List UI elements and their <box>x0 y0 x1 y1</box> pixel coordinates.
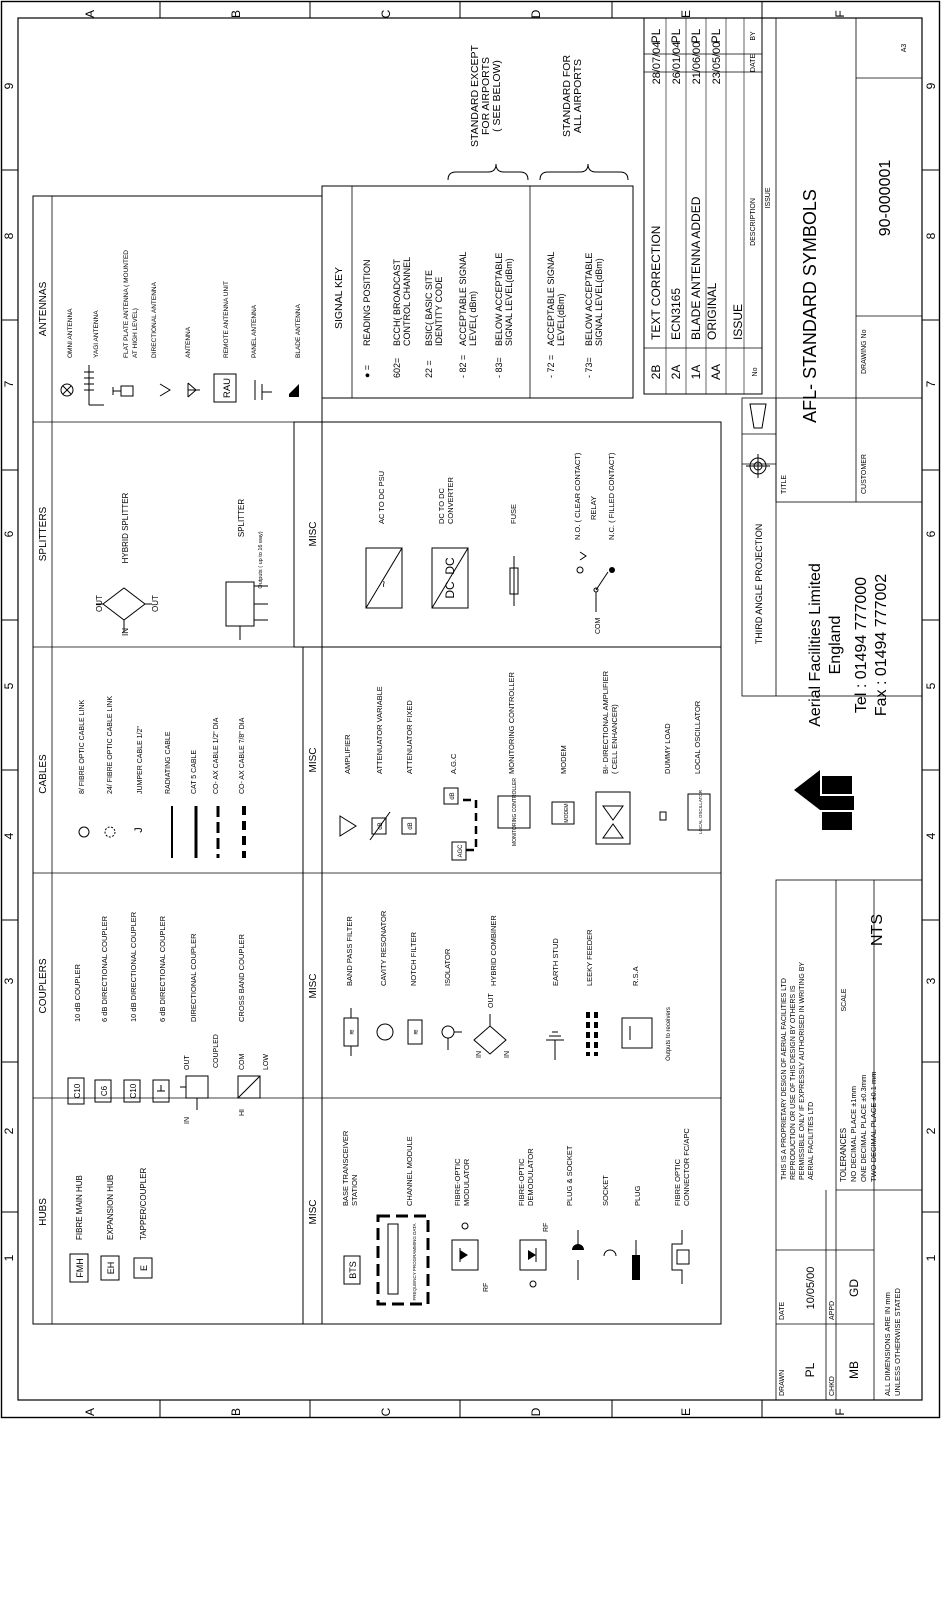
svg-text:COM: COM <box>239 1053 246 1070</box>
hub-label-tapper: TAPPER/COUPLER <box>139 1167 148 1240</box>
hubs-section <box>70 1167 152 1282</box>
zone-number-left: 3 <box>2 977 16 985</box>
plug-socket-icon <box>572 1230 584 1280</box>
splitter-label-splitter: SPLITTER <box>237 498 246 538</box>
svg-text:OUT: OUT <box>184 1055 191 1070</box>
misc1-section <box>341 1128 691 1304</box>
signal-key-label: CONTROL CHANNEL <box>402 256 412 346</box>
revision-date: 28/07/04 <box>651 41 663 85</box>
proprietary-note: AERIAL FACILITIES LTD <box>808 1101 815 1180</box>
agc-icon <box>444 788 476 860</box>
coupler-label: 6 dB DIRECTIONAL COUPLER <box>158 916 167 1022</box>
antenna-label: AT HIGH LEVEL) <box>132 308 139 358</box>
misc2-label: LEEKY FEEDER <box>585 929 594 986</box>
signal-key-label: SIGNAL LEVEL(dBm) <box>594 258 604 346</box>
svg-text:COM: COM <box>595 617 602 634</box>
svg-text:DC: DC <box>443 581 457 599</box>
zone-number-right: 6 <box>924 530 938 538</box>
projection-label: THIRD ANGLE PROJECTION <box>754 523 764 645</box>
zone-number-left: 6 <box>2 530 16 538</box>
zone-number-right: 9 <box>924 82 938 90</box>
svg-text:~: ~ <box>377 580 391 588</box>
signal-key-code: - 82 = <box>458 354 468 378</box>
amplifier-icon <box>340 816 356 836</box>
misc4-label: RELAY <box>589 495 598 520</box>
coupler-label: DIRECTIONAL COUPLER <box>189 933 198 1022</box>
coupler-label: 10 dB DIRECTIONAL COUPLER <box>129 911 138 1022</box>
zone-number-right: 5 <box>924 682 938 690</box>
section-title-hubs: HUBS <box>38 1198 49 1226</box>
checked-by: MB <box>847 1361 861 1379</box>
svg-text:DC: DC <box>443 557 457 575</box>
antenna-icon <box>188 383 200 397</box>
section-title-misc-3: MISC <box>308 747 319 773</box>
misc3-label: MODEM <box>559 745 568 774</box>
modem-icon <box>552 802 574 824</box>
zone-number-left: 7 <box>2 380 16 388</box>
coupler-label: 6 dB DIRECTIONAL COUPLER <box>100 916 109 1022</box>
approved-by: GD <box>847 1279 861 1297</box>
revision-by: PL <box>689 28 703 44</box>
svg-text:OUT: OUT <box>488 993 495 1008</box>
blade-antenna-icon <box>289 384 299 397</box>
zone-letter-bottom: B <box>229 1407 243 1417</box>
dims-note-2: UNLESS OTHERWISE STATED <box>893 1288 902 1396</box>
revision-by: PL <box>709 28 723 44</box>
revision-no: 1A <box>689 364 703 380</box>
symbols-table-left <box>33 196 322 1324</box>
misc1-label: FIBRE OPTIC <box>673 1158 682 1206</box>
company-logo <box>794 770 854 830</box>
signal-key-label: READING POSITION <box>362 259 372 346</box>
misc4-label: N.O. ( CLEAR CONTACT) <box>573 452 582 540</box>
svg-text:MODEM: MODEM <box>564 803 570 823</box>
svg-text:LOW: LOW <box>263 1054 270 1070</box>
misc1-label: FIBRE-OPTIC <box>453 1158 462 1206</box>
cable-label: RADIATING CABLE <box>165 731 172 794</box>
zone-letter-bottom: E <box>679 1407 693 1417</box>
revision-no: 2B <box>649 364 663 380</box>
zone-letter-bottom: D <box>529 1407 543 1417</box>
signal-key-label: ACCEPTABLE SIGNAL <box>546 251 556 346</box>
svg-text:OUT: OUT <box>95 595 104 612</box>
signal-key-label: BSIC( BASIC SITE <box>424 269 434 346</box>
yagi-antenna-icon <box>84 365 104 405</box>
misc4-label: N.C. ( FILLED CONTACT) <box>607 452 616 540</box>
zone-letter-top: B <box>229 9 243 19</box>
proprietary-note: REPRODUCTION OR USE OF THIS DESIGN BY OTHERS IS <box>790 985 797 1180</box>
misc3-label: ATTENUATOR VARIABLE <box>375 686 384 774</box>
zone-number-left: 1 <box>2 1254 16 1262</box>
isolator-icon <box>442 1026 462 1050</box>
zone-number-left: 5 <box>2 682 16 690</box>
company-country: England <box>827 615 844 675</box>
projection-symbol-icon <box>746 404 770 478</box>
antennas-section <box>61 250 302 405</box>
channel-module-icon <box>378 1216 428 1304</box>
svg-text:TWO DECIMAL PLACE ±0.1 mm: TWO DECIMAL PLACE ±0.1 mm <box>869 1071 878 1182</box>
misc1-label: PLUG <box>633 1185 642 1206</box>
antenna-label: ANTENNA <box>185 326 192 358</box>
monitoring-controller-icon <box>498 778 530 846</box>
signal-key-label: ACCEPTABLE SIGNAL <box>458 251 468 346</box>
revision-no: AA <box>709 363 723 381</box>
svg-text:CUSTOMER: CUSTOMER <box>861 454 868 494</box>
zone-number-right: 2 <box>924 1127 938 1135</box>
directional-coupler-icon <box>180 1034 220 1124</box>
svg-text:RF: RF <box>483 1282 490 1292</box>
signal-key-code: ● = <box>362 364 372 378</box>
revision-desc: BLADE ANTENNA ADDED <box>689 196 703 340</box>
svg-text:IN: IN <box>476 1051 483 1058</box>
zone-letter-top: F <box>833 10 847 18</box>
svg-text:DATE: DATE <box>750 53 757 73</box>
dummy-load-icon <box>660 812 666 820</box>
section-title-couplers: COUPLERS <box>38 958 49 1014</box>
svg-text:E: E <box>139 1264 149 1272</box>
socket-icon <box>604 1250 616 1256</box>
signal-note-all: STANDARD FORALL AIRPORTS <box>561 54 584 138</box>
revision-desc: TEXT CORRECTION <box>649 225 663 340</box>
drawing-date: 10/05/00 <box>805 1266 817 1310</box>
misc4-label: CONVERTER <box>446 477 455 524</box>
cable-label: CO- AX CABLE 1/2" DIA <box>213 717 220 794</box>
zone-number-left: 9 <box>2 82 16 90</box>
svg-text:OUT: OUT <box>151 595 160 612</box>
zone-number-left: 4 <box>2 832 16 840</box>
misc2-label: BAND PASS FILTER <box>345 916 354 986</box>
coupler-label: 10 dB COUPLER <box>73 964 82 1022</box>
sheet-size: A3 <box>901 43 908 53</box>
svg-text:C6: C6 <box>100 1085 109 1097</box>
misc1-label: SOCKET <box>601 1175 610 1206</box>
misc2-label: R.S.A <box>631 966 640 986</box>
misc2-label: EARTH STUD <box>551 938 560 986</box>
splitter-label-hybrid: HYBRID SPLITTER <box>121 492 130 564</box>
zone-letter-bottom: A <box>83 1407 97 1417</box>
svg-text:EH: EH <box>106 1261 116 1275</box>
cables-section <box>79 696 246 858</box>
revision-by: PL <box>669 28 683 44</box>
cross-band-coupler-icon <box>238 1054 270 1117</box>
misc3-label: ATTENUATOR FIXED <box>405 700 414 774</box>
jumper-cable-icon: J <box>133 827 145 833</box>
misc3-section <box>340 670 710 860</box>
svg-text:IN: IN <box>504 1051 511 1058</box>
svg-text:MONITORING CONTROLLER: MONITORING CONTROLLER <box>512 778 518 846</box>
zone-number-left: 2 <box>2 1127 16 1135</box>
misc1-label: MODULATOR <box>462 1158 471 1206</box>
misc1-label: CHANNEL MODULE <box>405 1136 414 1206</box>
zone-letter-top: E <box>679 9 693 19</box>
zone-letter-bottom: F <box>833 1408 847 1416</box>
svg-text:C10: C10 <box>129 1083 138 1099</box>
misc-table-top <box>294 422 721 647</box>
section-title-antennas: ANTENNAS <box>38 281 49 337</box>
attenuator-variable-icon <box>370 812 390 840</box>
svg-text:Outputs to receivers: Outputs to receivers <box>666 1007 672 1061</box>
revision-date: 26/01/04 <box>671 41 683 85</box>
misc1-label: BASE TRANSCEIVER <box>341 1130 350 1206</box>
zone-number-left: 8 <box>2 232 16 240</box>
earth-stud-icon <box>546 1032 564 1060</box>
signal-key-label: SIGNAL LEVEL(dBm) <box>504 258 514 346</box>
directional-antenna-icon <box>160 384 170 396</box>
misc1-label: STATION <box>350 1174 359 1206</box>
bts-icon <box>344 1256 360 1284</box>
svg-text:TITLE: TITLE <box>781 474 788 494</box>
signal-key-label: BELOW ACCEPTABLE <box>584 252 594 346</box>
signal-key-label: BCCH( BROADCAST <box>392 258 402 346</box>
rsa-icon <box>622 1007 672 1061</box>
svg-text:≋: ≋ <box>413 1029 420 1035</box>
svg-text:AGC: AGC <box>458 844 464 858</box>
proprietary-note: PERMISSIBLE ONLY IF EXPRESSLY AUTHORISED IN WRITING BY <box>799 961 806 1180</box>
revision-desc: ISSUE <box>731 303 745 340</box>
zone-number-right: 1 <box>924 1254 938 1262</box>
revision-date: 23/05/00 <box>711 41 723 85</box>
section-title-misc-4: MISC <box>308 521 319 547</box>
misc3-label: A.G.C <box>449 753 458 774</box>
revision-by: PL <box>649 28 663 44</box>
coupler-10db-icon <box>68 1078 84 1104</box>
dims-note-1: ALL DIMENSIONS ARE IN mm <box>883 1292 892 1396</box>
svg-text:dB: dB <box>408 822 414 830</box>
signal-key-label: LEVEL(dBm) <box>556 293 566 346</box>
local-oscillator-icon <box>688 789 710 834</box>
signal-key-title: SIGNAL KEY <box>333 266 345 330</box>
remote-antenna-unit-icon <box>214 374 236 402</box>
company-fax: Fax : 01494 777002 <box>873 573 890 717</box>
revision-desc: ECN3165 <box>669 287 683 340</box>
zone-number-right: 8 <box>924 232 938 240</box>
zone-letter-top: C <box>379 9 393 19</box>
signal-key-code: 602= <box>392 357 402 378</box>
section-title-splitters: SPLITTERS <box>38 506 49 562</box>
fo-modulator-icon <box>452 1223 490 1292</box>
couplers-section <box>68 911 270 1124</box>
svg-text:dB: dB <box>378 822 384 830</box>
antenna-label: DIRECTIONAL ANTENNA <box>151 282 158 358</box>
splitters-section <box>95 492 268 640</box>
coupler-label: CROSS BAND COUPLER <box>237 934 246 1022</box>
svg-text:Outputs ( up to 16 way): Outputs ( up to 16 way) <box>258 531 264 589</box>
misc4-label: DC TO DC <box>437 488 446 524</box>
hub-label-fibre-main: FIBRE MAIN HUB <box>75 1175 84 1240</box>
svg-text:IN: IN <box>184 1117 191 1124</box>
svg-text:CHKD: CHKD <box>829 1376 836 1396</box>
svg-text:TOLERANCES: TOLERANCES <box>839 1127 848 1182</box>
svg-text:C10: C10 <box>73 1083 82 1099</box>
svg-text:ISSUE: ISSUE <box>765 187 772 209</box>
misc3-label: DUMMY LOAD <box>663 723 672 774</box>
company-name: Aerial Facilities Limited <box>807 563 824 727</box>
signal-key-code: - 73= <box>584 357 594 378</box>
svg-text:FREQUENCY PROGRAMMING DATA: FREQUENCY PROGRAMMING DATA <box>412 1223 417 1301</box>
drawing-number: 90-000001 <box>877 159 894 237</box>
drawing-title: AFL- STANDARD SYMBOLS <box>800 189 820 423</box>
svg-text:No: No <box>752 367 759 377</box>
misc2-label: HYBRID COMBINER <box>489 915 498 986</box>
misc3-label: LOCAL OSCILLATOR <box>693 700 702 774</box>
misc3-label: ( CELL ENHANCER) <box>610 704 619 774</box>
misc1-label: DEMODULATOR <box>526 1148 535 1206</box>
splitter-icon <box>226 531 268 640</box>
fibre-cable-8-icon <box>79 827 89 837</box>
notch-filter-icon <box>408 1020 422 1044</box>
title-block <box>742 18 922 1400</box>
revision-no: 2A <box>669 364 683 380</box>
svg-text:IN: IN <box>121 628 130 636</box>
signal-key-label: IDENTITY CODE <box>434 276 444 346</box>
svg-text:DRAWN: DRAWN <box>779 1369 786 1396</box>
svg-text:≋: ≋ <box>349 1029 356 1035</box>
svg-text:COUPLED: COUPLED <box>213 1034 220 1068</box>
fuse-icon <box>510 556 518 606</box>
svg-text:BY: BY <box>750 31 757 41</box>
svg-text:DATE: DATE <box>779 1301 786 1320</box>
drawn-by: PL <box>803 1362 817 1378</box>
misc2-section <box>344 910 672 1061</box>
misc2-label: NOTCH FILTER <box>409 931 418 986</box>
band-pass-filter-icon <box>344 1008 358 1056</box>
misc4-label: FUSE <box>509 503 518 524</box>
signal-note-except: STANDARD EXCEPTFOR AIRPORTS( SEE BELOW) <box>469 45 503 147</box>
svg-text:dB: dB <box>450 792 456 800</box>
fibre-cable-24-icon <box>105 827 115 837</box>
antenna-label: OMNI ANTENNA <box>67 308 74 358</box>
zone-number-right: 3 <box>924 977 938 985</box>
cable-label: CAT 5 CABLE <box>191 749 198 794</box>
svg-text:LOCAL OSCILLATOR: LOCAL OSCILLATOR <box>698 790 703 834</box>
hybrid-splitter-icon <box>95 588 160 636</box>
svg-text:DRAWING No: DRAWING No <box>861 329 868 374</box>
zone-number-right: 4 <box>924 832 938 840</box>
misc1-label: CONNECTOR FC/APC <box>682 1128 691 1206</box>
misc3-label: BI- DIRECTIONAL AMPLIFIER <box>601 670 610 774</box>
company-tel: Tel : 01494 777000 <box>853 576 870 714</box>
hybrid-combiner-icon <box>474 993 511 1059</box>
section-title-cables: CABLES <box>38 754 49 794</box>
dc-dc-converter-icon <box>432 548 468 608</box>
bi-directional-amplifier-icon <box>596 792 630 844</box>
signal-key-code: 22 = <box>424 360 434 378</box>
zone-letter-top: D <box>529 9 543 19</box>
cavity-resonator-icon <box>377 1024 393 1040</box>
signal-key-label: LEVEL( dBm) <box>468 290 478 346</box>
section-title-misc-2: MISC <box>308 973 319 999</box>
svg-text:DESCRIPTION: DESCRIPTION <box>750 198 757 246</box>
svg-text:RAU: RAU <box>222 377 233 399</box>
signal-key-braces <box>448 164 628 180</box>
svg-text:SCALE: SCALE <box>841 988 848 1012</box>
section-title-misc-1: MISC <box>308 1199 319 1225</box>
antenna-label: FLAT PLATE ANTENNA ( MOUNTED <box>123 250 130 358</box>
proprietary-note: THIS IS A PROPRIETARY DESIGN OF AERIAL FACILITIES LTD <box>781 978 788 1180</box>
svg-text:ONE DECIMAL PLACE ±0.3mm: ONE DECIMAL PLACE ±0.3mm <box>859 1074 868 1182</box>
misc2-label: CAVITY RESONATOR <box>379 910 388 986</box>
svg-text:BTS: BTS <box>348 1261 358 1279</box>
hub-label-expansion: EXPANSION HUB <box>106 1174 115 1240</box>
ac-dc-psu-icon <box>366 548 402 608</box>
antenna-label: BLADE ANTENNA <box>295 304 302 358</box>
flat-plate-antenna-icon <box>113 386 133 396</box>
revision-date: 21/06/00 <box>691 41 703 85</box>
misc1-label: PLUG & SOCKET <box>565 1145 574 1206</box>
coupler-6db-dir-icon <box>153 1080 169 1102</box>
signal-key-code: - 83= <box>494 357 504 378</box>
antenna-label: REMOTE ANTENNA UNIT <box>223 281 230 358</box>
misc1-label: FIBRE-OPTIC <box>517 1158 526 1206</box>
relay-icon <box>577 552 615 634</box>
misc4-section <box>366 452 616 634</box>
svg-text:HI: HI <box>239 1109 246 1116</box>
svg-text:NO DECIMAL PLACE ±1mm: NO DECIMAL PLACE ±1mm <box>849 1086 858 1182</box>
cable-label: 8/ FIBRE OPTIC CABLE LINK <box>79 699 86 794</box>
misc2-label: ISOLATOR <box>443 948 452 986</box>
plug-icon <box>632 1240 640 1280</box>
svg-text:FMH: FMH <box>75 1258 85 1278</box>
antenna-label: PANEL ANTENNA <box>251 304 258 358</box>
zone-letter-bottom: C <box>379 1407 393 1417</box>
signal-key-label: BELOW ACCEPTABLE <box>494 252 504 346</box>
svg-text:APPD: APPD <box>829 1300 836 1320</box>
signal-key-code: - 72 = <box>546 354 556 378</box>
misc4-label: AC TO DC PSU <box>377 470 386 524</box>
svg-text:RF: RF <box>543 1222 550 1232</box>
revision-desc: ORIGINAL <box>705 282 719 340</box>
cable-label: JUMPER CABLE 1/2" <box>137 726 144 794</box>
misc3-label: MONITORING CONTROLLER <box>507 672 516 774</box>
misc3-label: AMPLIFIER <box>343 734 352 774</box>
attenuator-fixed-icon <box>402 818 416 834</box>
zone-number-right: 7 <box>924 380 938 388</box>
fc-apc-connector-icon <box>672 1230 689 1284</box>
cable-label: 24/ FIBRE OPTIC CABLE LINK <box>107 695 114 794</box>
fo-demodulator-icon <box>520 1223 550 1287</box>
zone-letter-top: A <box>83 9 97 19</box>
scale-value: NTS <box>869 914 886 946</box>
antenna-label: YAGI ANTENNA <box>93 310 100 358</box>
cable-label: CO- AX CABLE 7/8" DIA <box>239 717 246 794</box>
coupler-10db-dir-icon <box>124 1080 140 1102</box>
panel-antenna-icon <box>255 380 272 400</box>
coupler-6db-icon <box>95 1080 111 1102</box>
